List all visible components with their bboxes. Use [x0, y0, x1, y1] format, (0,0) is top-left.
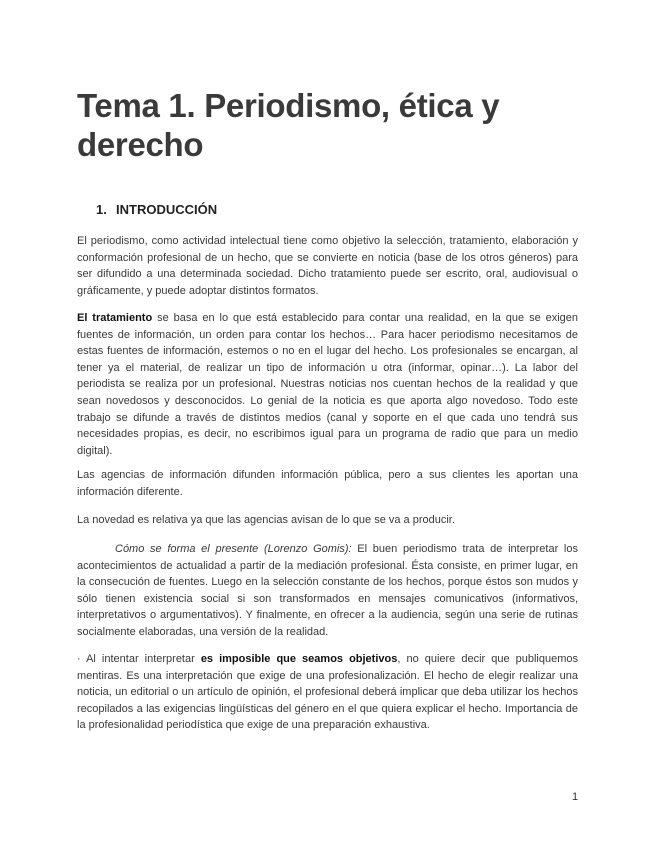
paragraph-agencias [77, 467, 578, 500]
paragraph-objetividad [77, 651, 578, 734]
paragraph-text: se basa en lo que está establecido para contar una realidad, en la que se exigen fuentes de información, un orden para contar los hechos… Para hacer periodismo necesitamos de estas fuentes de información, estemos o no en el lugar del hecho. Los profesionales se encargan, al tener ya el material, de realizar un tipo de información u otra (informar, opinar…). La labor del periodista se realiza por un profesional. Nuestras noticias nos cuentan hechos de la realidad y que sean novedosos y desconocidos. Lo genial de la noticia es que aporta algo novedoso. Todo este trabajo se difunde a través de distintos medios (canal y soporte en el que cada uno tendrá sus necesidades propias, es decir, no escribimos igual para un programa de radio que para un medio digital). [77, 312, 578, 457]
section-heading [96, 202, 217, 218]
bullet-prefix: · Al intentar interpretar [77, 653, 201, 665]
bold-phrase: es imposible que seamos objetivos [200, 653, 398, 665]
bold-lead: El tratamiento [77, 312, 153, 324]
paragraph-intro [77, 233, 578, 299]
paragraph-text: , no quiere decir que publiquemos mentiras. Es una interpretación que exige de una profesionalización. El hecho de elegir realizar una noticia, un editorial o un artículo de opinión, el profesional deberá implicar que deba utilizar los hechos recopilados a las exigencias lingüísticas del género en el que quiera explicar el hecho. Importancia de la profesionalidad periodística que exige de una preparación exhaustiva. [77, 653, 578, 732]
paragraph-novedad [77, 512, 578, 529]
paragraph-text: El periodismo, como actividad intelectual tiene como objetivo la selección, tratamiento, elaboración y conformación profesional de un hecho, que se convierte en noticia (base de los otros géneros) para ser difundido a una determinada sociedad. Dicho tratamiento puede ser escrito, oral, audiovisual o gráficamente, y puede adoptar distintos formatos. [77, 235, 578, 297]
document-title: Tema 1. Periodismo, ética y derecho [77, 87, 500, 163]
paragraph-text: Las agencias de información difunden información pública, pero a sus clientes les aportan una información diferente. [77, 469, 578, 498]
page-number: 1 [572, 791, 579, 803]
section-title: INTRODUCCIÓN [116, 202, 218, 217]
paragraph-text: El buen periodismo trata de interpretar los acontecimientos de actualidad a partir de la mediación profesional. Ésta consiste, en primer lugar, en la consecución de fuentes. Luego en la selección constante de los hechos, porque éstos son mudos y sólo tienen existencia social si son transformados en mensajes comunicativos (informativos, interpretativos o argumentativos). Y finalmente, en ofrecer a la audiencia, según una serie de rutinas socialmente elaboradas, una versión de la realidad. [77, 543, 578, 638]
paragraph-tratamiento [77, 310, 578, 459]
section-number: 1. [96, 202, 107, 217]
italic-lead: Cómo se forma el presente (Lorenzo Gomis): [115, 543, 352, 555]
paragraph-text: La novedad es relativa ya que las agencias avisan de lo que se va a producir. [77, 514, 455, 526]
paragraph-gomis [77, 541, 578, 641]
